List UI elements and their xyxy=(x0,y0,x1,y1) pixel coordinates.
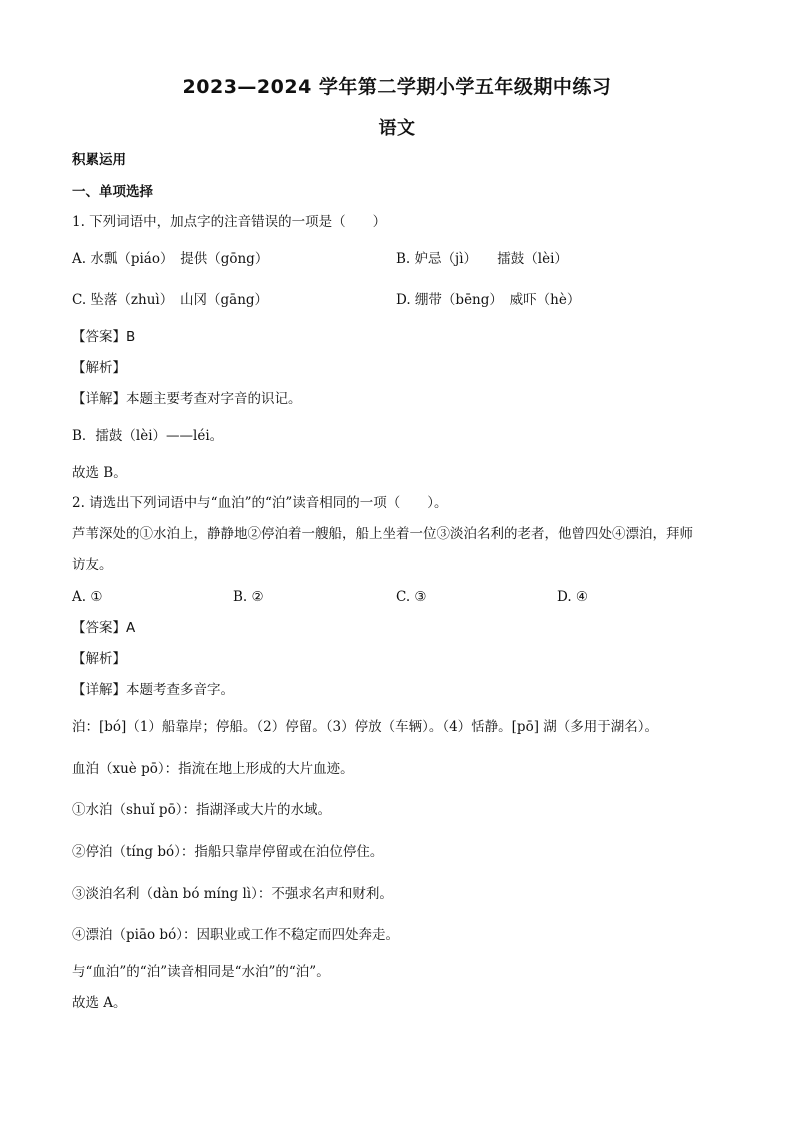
q1-option-b: B. 妒忌（jì） 擂鼓（lèi） xyxy=(396,251,568,267)
q2-answer: 【答案】A xyxy=(72,620,136,636)
q2-passage-line-1: 芦苇深处的①水泊上，静静地②停泊着一艘船，船上坐着一位③淡泊名利的老者，他曾四处④漂泊，拜师 xyxy=(72,526,693,542)
exam-title: 2023—2024 学年第二学期小学五年级期中练习 xyxy=(182,76,612,98)
q1-explanation: B．擂鼓（lèi）——léi。 xyxy=(72,428,224,444)
q1-option-d: D. 绷带（bēng） 威吓（hè） xyxy=(396,292,581,308)
q2-option-b: B. ② xyxy=(233,589,264,605)
question-1-stem: 1. 下列词语中，加点字的注音错误的一项是（ ） xyxy=(72,214,387,230)
q2-def-1: ①水泊（shuǐ pō）：指湖泽或大片的水域。 xyxy=(72,802,331,818)
q2-summary: 与“血泊”的“泊”读音相同是“水泊”的“泊”。 xyxy=(72,964,330,980)
q2-analysis-label: 【解析】 xyxy=(72,651,126,667)
q2-def-po: 泊：[bó]（1）船靠岸；停船。（2）停留。（3）停放（车辆）。（4）恬静。[pō] 湖（多用于湖名）。 xyxy=(72,719,659,735)
q2-passage-line-2: 访友。 xyxy=(72,557,113,573)
q2-option-c: C. ③ xyxy=(396,589,427,605)
section-category: 积累运用 xyxy=(72,152,126,168)
q2-detail: 【详解】本题考查多音字。 xyxy=(72,682,234,698)
q1-option-c: C. 坠落（zhuì） 山冈（gāng） xyxy=(72,292,269,308)
question-2-stem: 2. 请选出下列词语中与“血泊”的“泊”读音相同的一项（ ）。 xyxy=(72,495,448,511)
q2-def-2: ②停泊（tíng bó）：指船只靠岸停留或在泊位停住。 xyxy=(72,844,384,860)
q2-conclusion: 故选 A。 xyxy=(72,995,127,1011)
q1-detail: 【详解】本题主要考查对字音的识记。 xyxy=(72,391,302,407)
subject-title: 语文 xyxy=(378,118,416,139)
q2-def-3: ③淡泊名利（dàn bó míng lì）：不强求名声和财利。 xyxy=(72,886,393,902)
q2-def-xuepo: 血泊（xuè pō）：指流在地上形成的大片血迹。 xyxy=(72,761,354,777)
q2-option-a: A. ① xyxy=(72,589,103,605)
q2-option-d: D. ④ xyxy=(557,589,589,605)
q2-def-4: ④漂泊（piāo bó）：因职业或工作不稳定而四处奔走。 xyxy=(72,927,399,943)
section-part: 一、单项选择 xyxy=(72,184,153,200)
q1-conclusion: 故选 B。 xyxy=(72,465,127,481)
q1-option-a: A. 水瓢（piáo） 提供（gōng） xyxy=(72,251,269,267)
q1-answer: 【答案】B xyxy=(72,329,136,345)
q1-analysis-label: 【解析】 xyxy=(72,360,126,376)
